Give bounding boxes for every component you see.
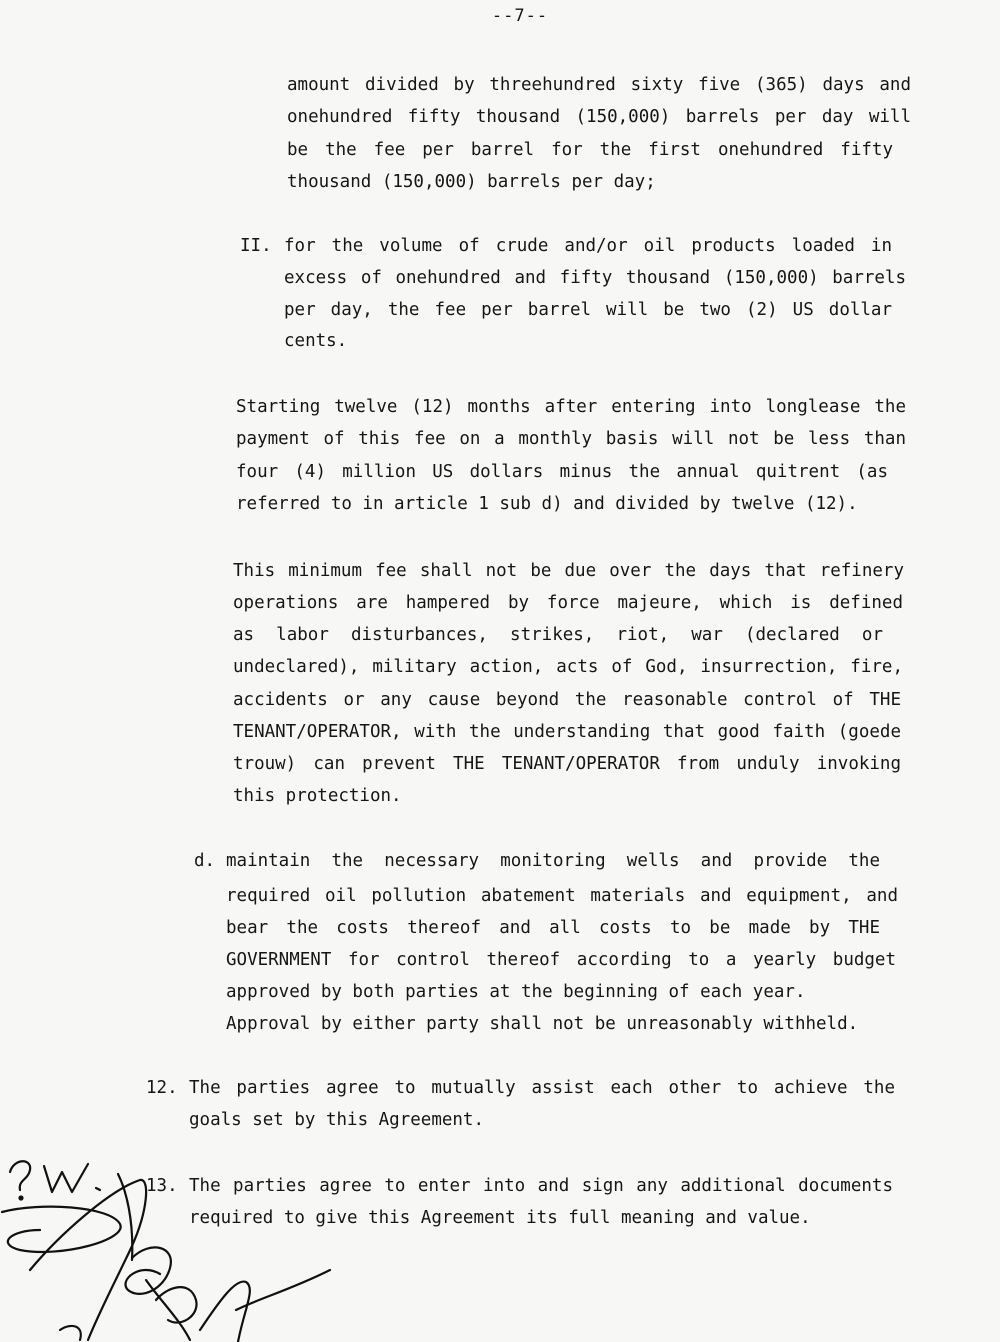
text-line: approved by both parties at the beginning of each year. — [226, 982, 806, 1002]
text-line: required oil pollution abatement materials and equipment, and — [226, 886, 898, 906]
text-line: goals set by this Agreement. — [189, 1110, 485, 1130]
text-line: Starting twelve (12) months after entering into longlease the — [236, 397, 906, 417]
item-label: d. — [194, 851, 216, 871]
text-line: undeclared), military action, acts of God, insurrection, fire, — [233, 657, 903, 677]
handwritten-signature — [0, 1150, 340, 1342]
page-number: --7-- — [491, 6, 549, 26]
text-line: be the fee per barrel for the first onehundred fifty — [287, 140, 893, 160]
item-label: II. — [240, 236, 272, 256]
article-number: 13. — [146, 1176, 178, 1196]
article-number: 12. — [146, 1078, 178, 1098]
text-line: as labor disturbances, strikes, riot, war (declared or — [233, 625, 883, 645]
text-line: onehundred fifty thousand (150,000) barrels per day will — [287, 107, 911, 127]
text-line: TENANT/OPERATOR, with the understanding that good faith (goede — [233, 722, 901, 742]
text-line: Approval by either party shall not be unreasonably withheld. — [226, 1014, 859, 1034]
text-line: referred to in article 1 sub d) and divided by twelve (12). — [236, 494, 858, 514]
text-line: operations are hampered by force majeure, which is defined — [233, 593, 903, 613]
text-line: GOVERNMENT for control thereof according to a yearly budget — [226, 950, 896, 970]
text-line: bear the costs thereof and all costs to be made by THE — [226, 918, 880, 938]
text-line: amount divided by threehundred sixty five (365) days and — [287, 75, 911, 95]
text-line: maintain the necessary monitoring wells and provide the — [226, 851, 880, 871]
text-line: excess of onehundred and fifty thousand (150,000) barrels — [284, 268, 906, 288]
text-line: this protection. — [233, 786, 402, 806]
text-line: thousand (150,000) barrels per day; — [287, 172, 656, 192]
text-line: required to give this Agreement its full meaning and value. — [189, 1208, 811, 1228]
text-line: per day, the fee per barrel will be two (2) US dollar — [284, 300, 892, 320]
text-line: for the volume of crude and/or oil products loaded in — [284, 236, 892, 256]
text-line: The parties agree to mutually assist each other to achieve the — [189, 1078, 895, 1098]
text-line: This minimum fee shall not be due over the days that refinery — [233, 561, 904, 581]
text-line: trouw) can prevent THE TENANT/OPERATOR from unduly invoking — [233, 754, 901, 774]
text-line: cents. — [284, 331, 348, 351]
text-line: The parties agree to enter into and sign any additional documents — [189, 1176, 893, 1196]
text-line: payment of this fee on a monthly basis will not be less than — [236, 429, 906, 449]
text-line: four (4) million US dollars minus the annual quitrent (as — [236, 462, 888, 482]
text-line: accidents or any cause beyond the reasonable control of THE — [233, 690, 901, 710]
